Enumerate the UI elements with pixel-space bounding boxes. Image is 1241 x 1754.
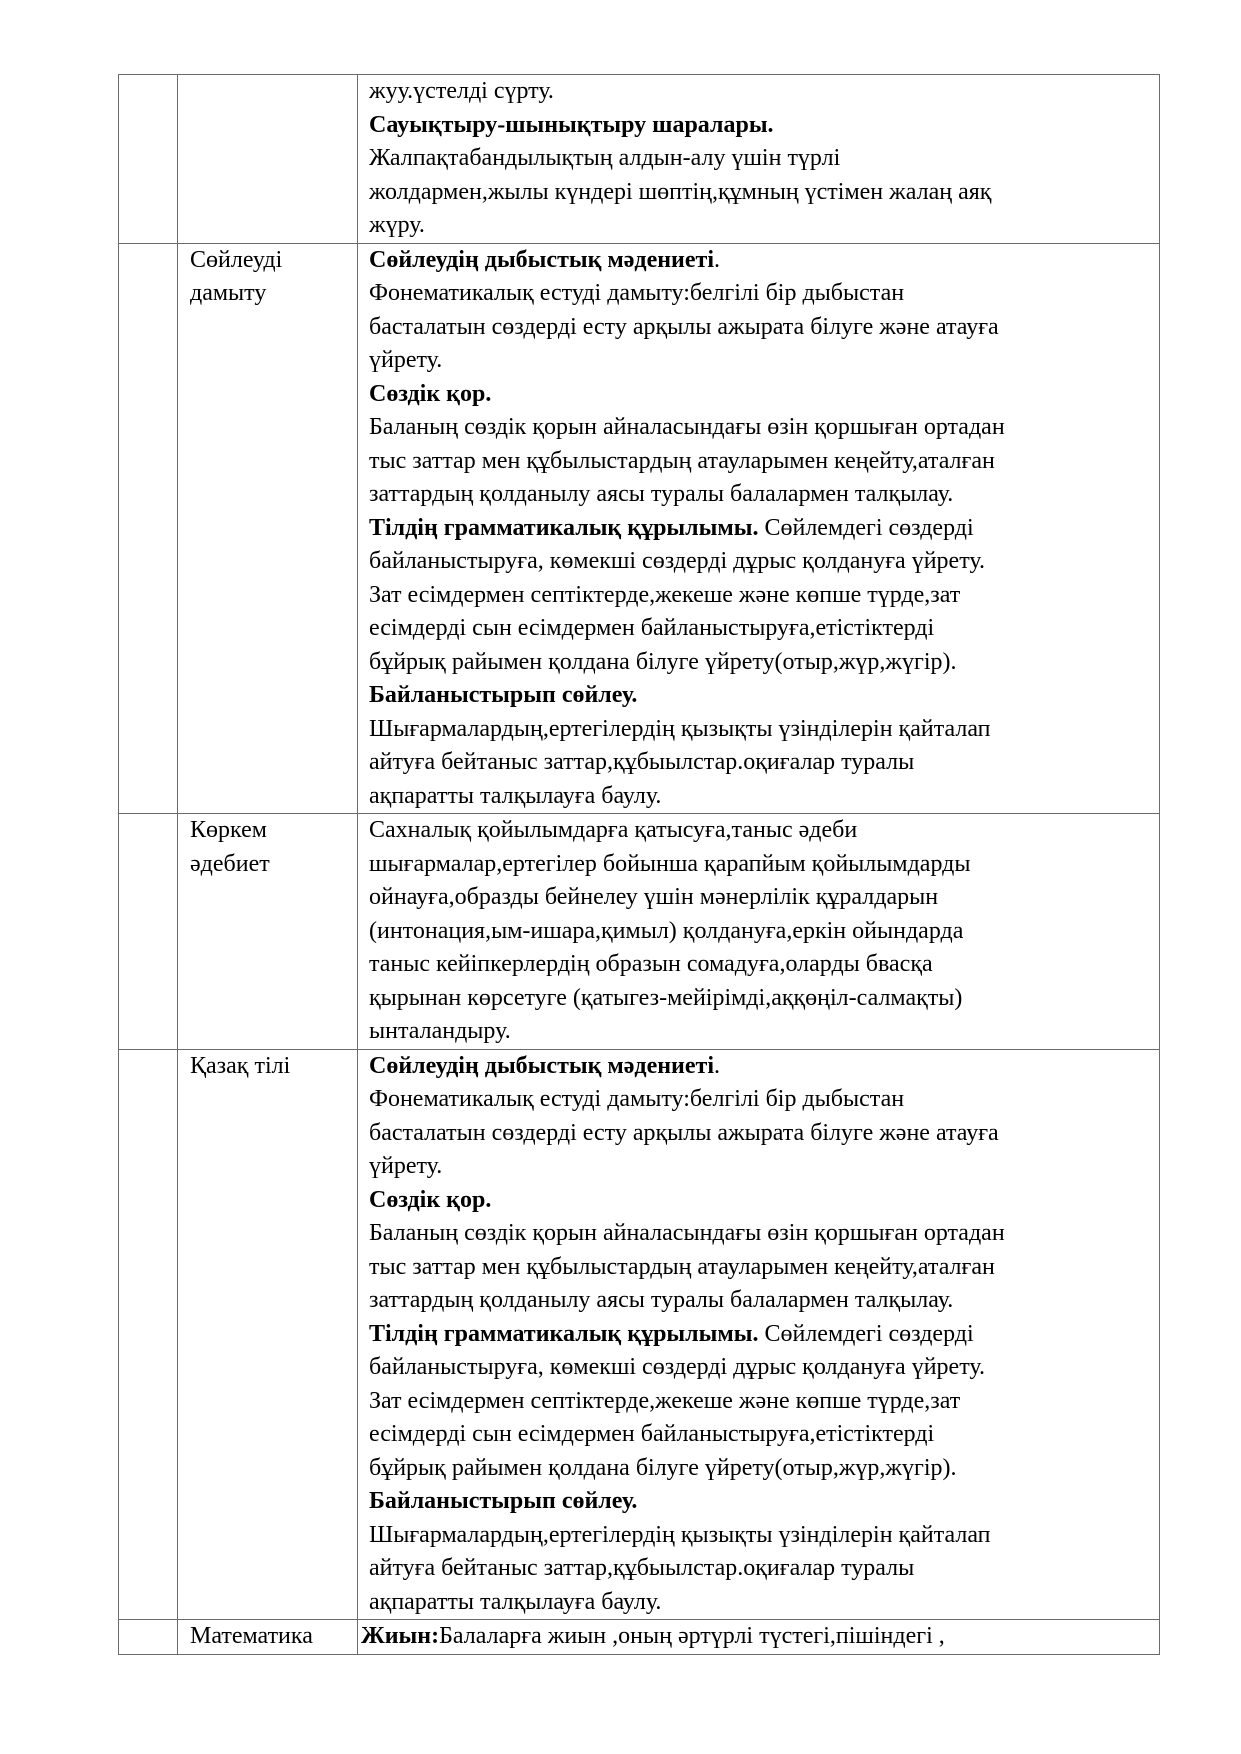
body-text: қырынан көрсетуге (қатыгез-мейірімді,аққөңіл-салмақты) — [369, 984, 963, 1011]
content-line — [369, 1251, 1153, 1285]
content-line — [369, 142, 1153, 176]
body-text: таныс кейіпкерлердің образын сомадуға,оларды бвасқа — [369, 951, 933, 977]
subject-label: Көркем — [190, 817, 267, 843]
content-line — [369, 1552, 1153, 1586]
bold-heading-text: Тілдің грамматикалық құрылымы. — [369, 514, 759, 541]
content-line — [369, 1385, 1153, 1419]
body-text: байланыстыруға, көмекші сөздерді дұрыс қолдануға үйрету. — [369, 1354, 985, 1380]
section-heading — [369, 378, 1153, 412]
content-line — [369, 445, 1153, 479]
section-heading — [369, 1485, 1153, 1519]
content-line — [369, 579, 1153, 613]
content-line — [369, 344, 1153, 378]
content-line — [369, 1318, 1153, 1352]
bold-heading-text: Байланыстырып сөйлеу. — [369, 682, 638, 708]
body-text: Баланың сөздік қорын айналасындағы өзін қоршыған ортадан — [369, 414, 1005, 440]
subject-cell — [178, 243, 358, 814]
body-text: Жалпақтабандылықтың алдын-алу үшін түрлі — [369, 145, 841, 171]
content-line — [369, 780, 1153, 814]
body-text: басталатын сөздерді есту арқылы ажырата білуге және атауға — [369, 313, 999, 340]
body-text: тыс заттар мен құбылыстардың атауларымен кеңейту,аталған — [369, 447, 995, 474]
content-line — [369, 713, 1153, 747]
content-line — [369, 277, 1153, 311]
body-text: үйрету. — [369, 1153, 443, 1179]
subject-label: Математика — [190, 1623, 313, 1649]
body-text: байланыстыруға, көмекші сөздерді дұрыс қолдануға үйрету. — [369, 548, 985, 574]
body-text: айтуға бейтаныс заттар,құбыылстар.оқиғалар туралы — [369, 749, 915, 775]
bold-heading-text: Сауықтыру-шынықтыру шаралары. — [369, 111, 774, 138]
body-text: бұйрық райымен қолдана білуге үйрету(отыр,жүр,жүгір). — [369, 1454, 957, 1481]
content-line — [369, 612, 1153, 646]
body-text: Сахналық қойылымдарға қатысуға,таныс әдеби — [369, 817, 858, 843]
body-text: есімдерді сын есімдермен байланыстыруға,етістіктерді — [369, 1421, 935, 1447]
body-text: заттардың қолданылу аясы туралы балалармен талқылау. — [369, 481, 954, 507]
bold-heading-text: Байланыстырып сөйлеу. — [369, 1488, 638, 1514]
body-text: Сөйлемдегі сөздерді — [758, 1320, 974, 1347]
body-text: . — [714, 1052, 720, 1079]
body-text: бұйрық райымен қолдана білуге үйрету(отыр,жүр,жүгір). — [369, 648, 957, 675]
table-body — [119, 75, 1160, 1655]
body-text: ақпаратты талқылауға баулу. — [369, 1588, 662, 1615]
content-line — [369, 478, 1153, 512]
content-line — [369, 881, 1153, 915]
body-text: айтуға бейтаныс заттар,құбыылстар.оқиғалар туралы — [369, 1555, 915, 1581]
body-text: Балаларға жиын ,оның әртүрлі түстегі,пішіндегі , — [439, 1623, 945, 1649]
content-line — [369, 1452, 1153, 1486]
content-line — [369, 982, 1153, 1016]
subject-label: Сөйлеуді — [190, 246, 283, 273]
body-text: ойнауға,образды бейнелеу үшін мәнерлілік құралдарын — [369, 884, 939, 910]
body-text: басталатын сөздерді есту арқылы ажырата білуге және атауға — [369, 1119, 999, 1146]
content-line — [369, 512, 1153, 546]
body-text: Зат есімдермен септіктерде,жекеше және көпше түрде,зат — [369, 581, 961, 608]
content-line — [369, 1050, 1153, 1084]
content-line — [369, 1015, 1153, 1049]
body-text: Сөйлемдегі сөздерді — [758, 514, 974, 541]
body-text: Шығармалардың,ертегілердің қызықты үзінділерін қайталап — [369, 715, 991, 742]
body-text: шығармалар,ертегілер бойынша қарапйым қойылымдарды — [369, 850, 971, 877]
content-cell — [358, 1620, 1160, 1655]
body-text: Баланың сөздік қорын айналасындағы өзін қоршыған ортадан — [369, 1220, 1005, 1246]
body-text: есімдерді сын есімдермен байланыстыруға,етістіктерді — [369, 615, 935, 641]
empty-index-cell — [119, 1049, 178, 1620]
content-line — [369, 746, 1153, 780]
body-text: жолдармен,жылы күндері шөптің,құмның үстімен жалаң аяқ — [369, 178, 992, 205]
bold-heading-text: Сөздік қор. — [369, 1186, 492, 1213]
content-line — [369, 848, 1153, 882]
body-text: . — [714, 246, 720, 273]
content-line — [369, 1284, 1153, 1318]
content-line — [361, 1620, 1153, 1654]
content-line — [369, 1217, 1153, 1251]
content-line — [369, 545, 1153, 579]
empty-index-cell — [119, 243, 178, 814]
content-line — [369, 1586, 1153, 1620]
subject-label: әдебиет — [190, 850, 270, 877]
section-heading — [369, 679, 1153, 713]
subject-cell — [178, 75, 358, 244]
content-line — [369, 75, 1153, 109]
subject-label: Қазақ тілі — [190, 1052, 291, 1079]
body-text: Зат есімдермен септіктерде,жекеше және көпше түрде,зат — [369, 1387, 961, 1414]
section-heading — [369, 109, 1153, 143]
body-text: Шығармалардың,ертегілердің қызықты үзінділерін қайталап — [369, 1521, 991, 1548]
subject-cell — [178, 1620, 358, 1655]
table-row-hygiene — [119, 75, 1160, 244]
content-cell — [358, 814, 1160, 1050]
content-cell — [358, 243, 1160, 814]
bold-heading-text: Сөйлеудің дыбыстық мәдениеті — [369, 246, 714, 273]
table-row-kazakh-language — [119, 1049, 1160, 1620]
content-line — [369, 244, 1153, 278]
body-text: үйрету. — [369, 347, 443, 373]
content-line — [369, 411, 1153, 445]
body-text: заттардың қолданылу аясы туралы балалармен талқылау. — [369, 1287, 954, 1313]
content-line — [369, 1083, 1153, 1117]
content-line — [369, 311, 1153, 345]
content-line — [369, 646, 1153, 680]
content-line — [369, 915, 1153, 949]
body-text: ынталандыру. — [369, 1018, 511, 1044]
content-line — [369, 1351, 1153, 1385]
body-text: жүру. — [369, 212, 425, 238]
bold-heading-text: Тілдің грамматикалық құрылымы. — [369, 1320, 759, 1347]
content-line — [369, 814, 1153, 848]
table-row-mathematics — [119, 1620, 1160, 1655]
content-cell — [358, 75, 1160, 244]
lesson-plan-table — [118, 74, 1160, 1655]
bold-heading-text: Жиын: — [361, 1623, 440, 1649]
content-line — [369, 948, 1153, 982]
body-text: (интонация,ым-ишара,қимыл) қолдануға,еркін ойындарда — [369, 917, 964, 944]
content-line — [369, 1117, 1153, 1151]
body-text: тыс заттар мен құбылыстардың атауларымен кеңейту,аталған — [369, 1253, 995, 1280]
table-row-speech-development — [119, 243, 1160, 814]
empty-index-cell — [119, 75, 178, 244]
empty-index-cell — [119, 814, 178, 1050]
subject-label: дамыту — [190, 280, 267, 306]
body-text: Фонематикалық естуді дамыту:белгілі бір дыбыстан — [369, 1086, 905, 1112]
content-line — [369, 176, 1153, 210]
content-line — [369, 1150, 1153, 1184]
subject-cell — [178, 814, 358, 1050]
empty-index-cell — [119, 1620, 178, 1655]
content-cell — [358, 1049, 1160, 1620]
body-text: Фонематикалық естуді дамыту:белгілі бір дыбыстан — [369, 280, 905, 306]
content-line — [369, 1418, 1153, 1452]
bold-heading-text: Сөздік қор. — [369, 380, 492, 407]
bold-heading-text: Сөйлеудің дыбыстық мәдениеті — [369, 1052, 714, 1079]
content-line — [369, 209, 1153, 243]
content-line — [369, 1519, 1153, 1553]
section-heading — [369, 1184, 1153, 1218]
body-text: жуу.үстелді сүрту. — [369, 78, 554, 104]
table-row-literature — [119, 814, 1160, 1050]
subject-cell — [178, 1049, 358, 1620]
body-text: ақпаратты талқылауға баулу. — [369, 782, 662, 809]
